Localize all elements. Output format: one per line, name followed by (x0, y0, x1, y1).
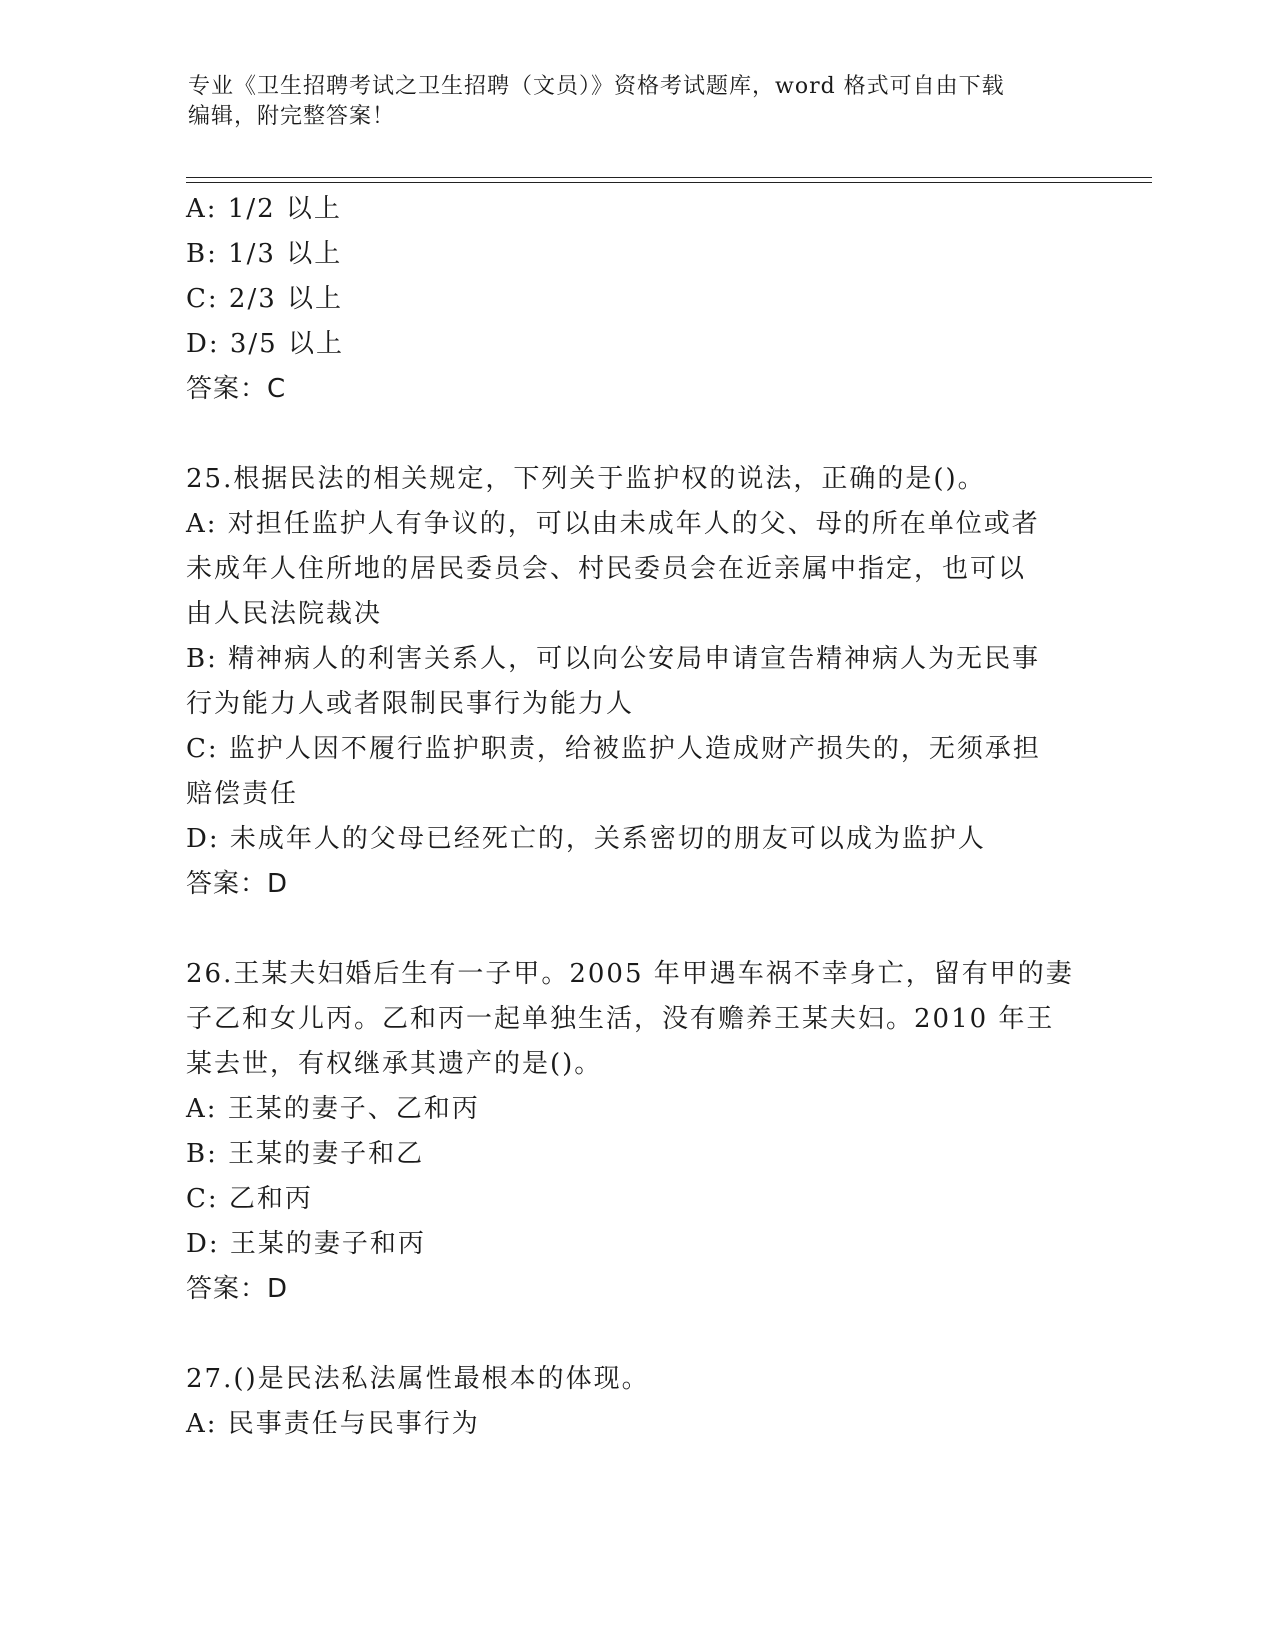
header-line-2: 编辑，附完整答案！ (188, 104, 396, 129)
answer-line: 答案：D (186, 1274, 289, 1304)
option-c: C: 乙和丙 (186, 1184, 313, 1214)
question-line: 26.王某夫妇婚后生有一子甲。2005 年甲遇车祸不幸身亡，留有甲的妻 (186, 959, 1074, 989)
option-a: A: 民事责任与民事行为 (186, 1409, 480, 1439)
question-26-block (186, 952, 1086, 1312)
question-25-block (186, 457, 1086, 907)
option-c: C: 2/3 以上 (186, 284, 344, 314)
question-24-block (186, 187, 1086, 412)
option-c (186, 727, 1086, 817)
header-rule-bottom (186, 182, 1152, 183)
option-line: 未成年人住所地的居民委员会、村民委员会在近亲属中指定，也可以 (186, 554, 1027, 584)
header-rule-top (186, 177, 1152, 178)
option-line: B: 精神病人的利害关系人，可以向公安局申请宣告精神病人为无民事 (186, 644, 1041, 674)
option-line: D: 未成年人的父母已经死亡的，关系密切的朋友可以成为监护人 (186, 824, 986, 854)
question-text: 27.()是民法私法属性最根本的体现。 (186, 1364, 650, 1394)
answer-line: 答案：D (186, 869, 289, 899)
option-a: A: 王某的妻子、乙和丙 (186, 1094, 480, 1124)
question-line: 某去世，有权继承其遗产的是()。 (186, 1049, 603, 1079)
header-line-1: 专业《卫生招聘考试之卫生招聘（文员）》资格考试题库，word 格式可自由下载 (188, 74, 1005, 99)
question-text (186, 952, 1086, 1087)
option-line: 赔偿责任 (186, 779, 299, 809)
option-a: A: 1/2 以上 (186, 194, 342, 224)
document-body (186, 187, 1086, 1447)
option-d: D: 王某的妻子和丙 (186, 1229, 426, 1259)
option-d (186, 817, 1086, 862)
option-line: 行为能力人或者限制民事行为能力人 (186, 689, 635, 719)
option-line: 由人民法院裁决 (186, 599, 383, 629)
option-b: B: 1/3 以上 (186, 239, 343, 269)
option-b: B: 王某的妻子和乙 (186, 1139, 425, 1169)
document-header (188, 72, 1068, 132)
option-line: A: 对担任监护人有争议的，可以由未成年人的父、母的所在单位或者 (186, 509, 1040, 539)
option-line: C: 监护人因不履行监护职责，给被监护人造成财产损失的，无须承担 (186, 734, 1041, 764)
question-line: 子乙和女儿丙。乙和丙一起单独生活，没有赡养王某夫妇。2010 年王 (186, 1004, 1055, 1034)
question-text: 25.根据民法的相关规定，下列关于监护权的说法，正确的是()。 (186, 464, 986, 494)
option-a (186, 502, 1086, 637)
option-d: D: 3/5 以上 (186, 329, 344, 359)
option-b (186, 637, 1086, 727)
answer-line: 答案：C (186, 374, 287, 404)
question-27-block (186, 1357, 1086, 1447)
